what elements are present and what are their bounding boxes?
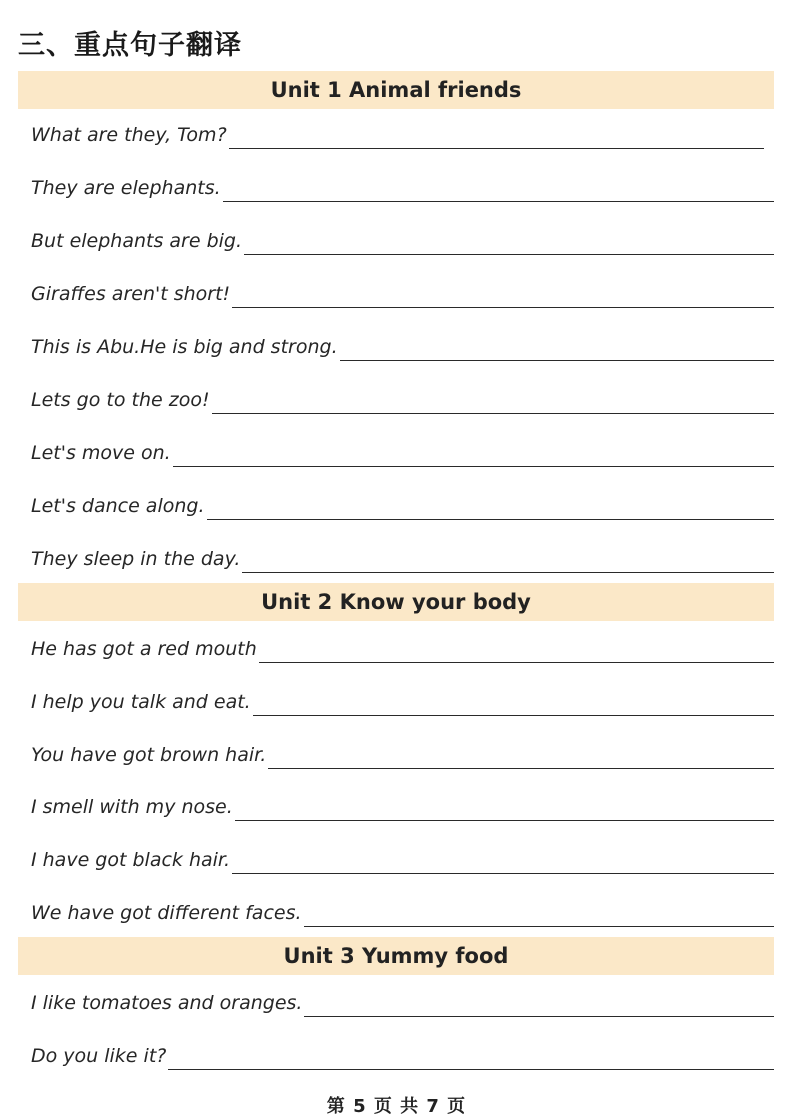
sentence-text: He has got a red mouth: [31, 638, 257, 660]
sentence-line: [31, 897, 774, 927]
sentence-text: I like tomatoes and oranges.: [31, 992, 303, 1014]
sentence-line: [31, 844, 774, 874]
answer-blank[interactable]: [212, 412, 774, 414]
sentence-text: They are elephants.: [31, 177, 221, 199]
sentence-text: But elephants are big.: [31, 230, 243, 252]
sentence-text: Giraffes aren't short!: [31, 283, 231, 305]
sentence-line: [31, 1040, 774, 1070]
sentence-line: [31, 633, 774, 663]
answer-blank[interactable]: [207, 518, 775, 520]
sentence-line: [31, 331, 774, 361]
answer-blank[interactable]: [253, 714, 774, 716]
sentence-line: [31, 987, 774, 1017]
sentence-text: I have got black hair.: [31, 849, 231, 871]
answer-blank[interactable]: [304, 1015, 774, 1017]
answer-blank[interactable]: [268, 767, 774, 769]
answer-blank[interactable]: [242, 571, 774, 573]
answer-blank[interactable]: [232, 872, 774, 874]
page-number: 第 5 页 共 7 页: [326, 1096, 467, 1117]
sentence-line: [31, 225, 774, 255]
sentence-line: [31, 686, 774, 716]
section-title: 三、重点句子翻译: [18, 30, 242, 61]
sentence-text: Let's move on.: [31, 442, 171, 464]
answer-blank[interactable]: [229, 147, 764, 149]
sentence-line: [31, 739, 774, 769]
answer-blank[interactable]: [340, 359, 774, 361]
sentence-line: [31, 791, 774, 821]
answer-blank[interactable]: [223, 200, 774, 202]
sentence-text: This is Abu.He is big and strong.: [31, 336, 338, 358]
answer-blank[interactable]: [244, 253, 774, 255]
answer-blank[interactable]: [259, 661, 774, 663]
answer-blank[interactable]: [168, 1068, 774, 1070]
sentence-text: I help you talk and eat.: [31, 691, 251, 713]
sentence-line: [31, 490, 774, 520]
unit-1-header: Unit 1 Animal friends: [18, 71, 774, 109]
unit-3-header: Unit 3 Yummy food: [18, 937, 774, 975]
answer-blank[interactable]: [304, 925, 774, 927]
sentence-line: [31, 437, 774, 467]
sentence-text: We have got different faces.: [31, 902, 302, 924]
answer-blank[interactable]: [173, 465, 774, 467]
sentence-text: What are they, Tom?: [31, 124, 227, 146]
sentence-text: Lets go to the zoo!: [31, 389, 210, 411]
unit-2-header: Unit 2 Know your body: [18, 583, 774, 621]
sentence-text: Do you like it?: [31, 1045, 167, 1067]
answer-blank[interactable]: [232, 306, 774, 308]
sentence-line: [31, 384, 774, 414]
sentence-line: [31, 543, 774, 573]
sentence-line: [31, 119, 764, 149]
sentence-line: [31, 278, 774, 308]
sentence-line: [31, 172, 774, 202]
sentence-text: You have got brown hair.: [31, 744, 267, 766]
sentence-text: They sleep in the day.: [31, 548, 241, 570]
sentence-text: I smell with my nose.: [31, 796, 233, 818]
sentence-text: Let's dance along.: [31, 495, 205, 517]
answer-blank[interactable]: [235, 819, 774, 821]
